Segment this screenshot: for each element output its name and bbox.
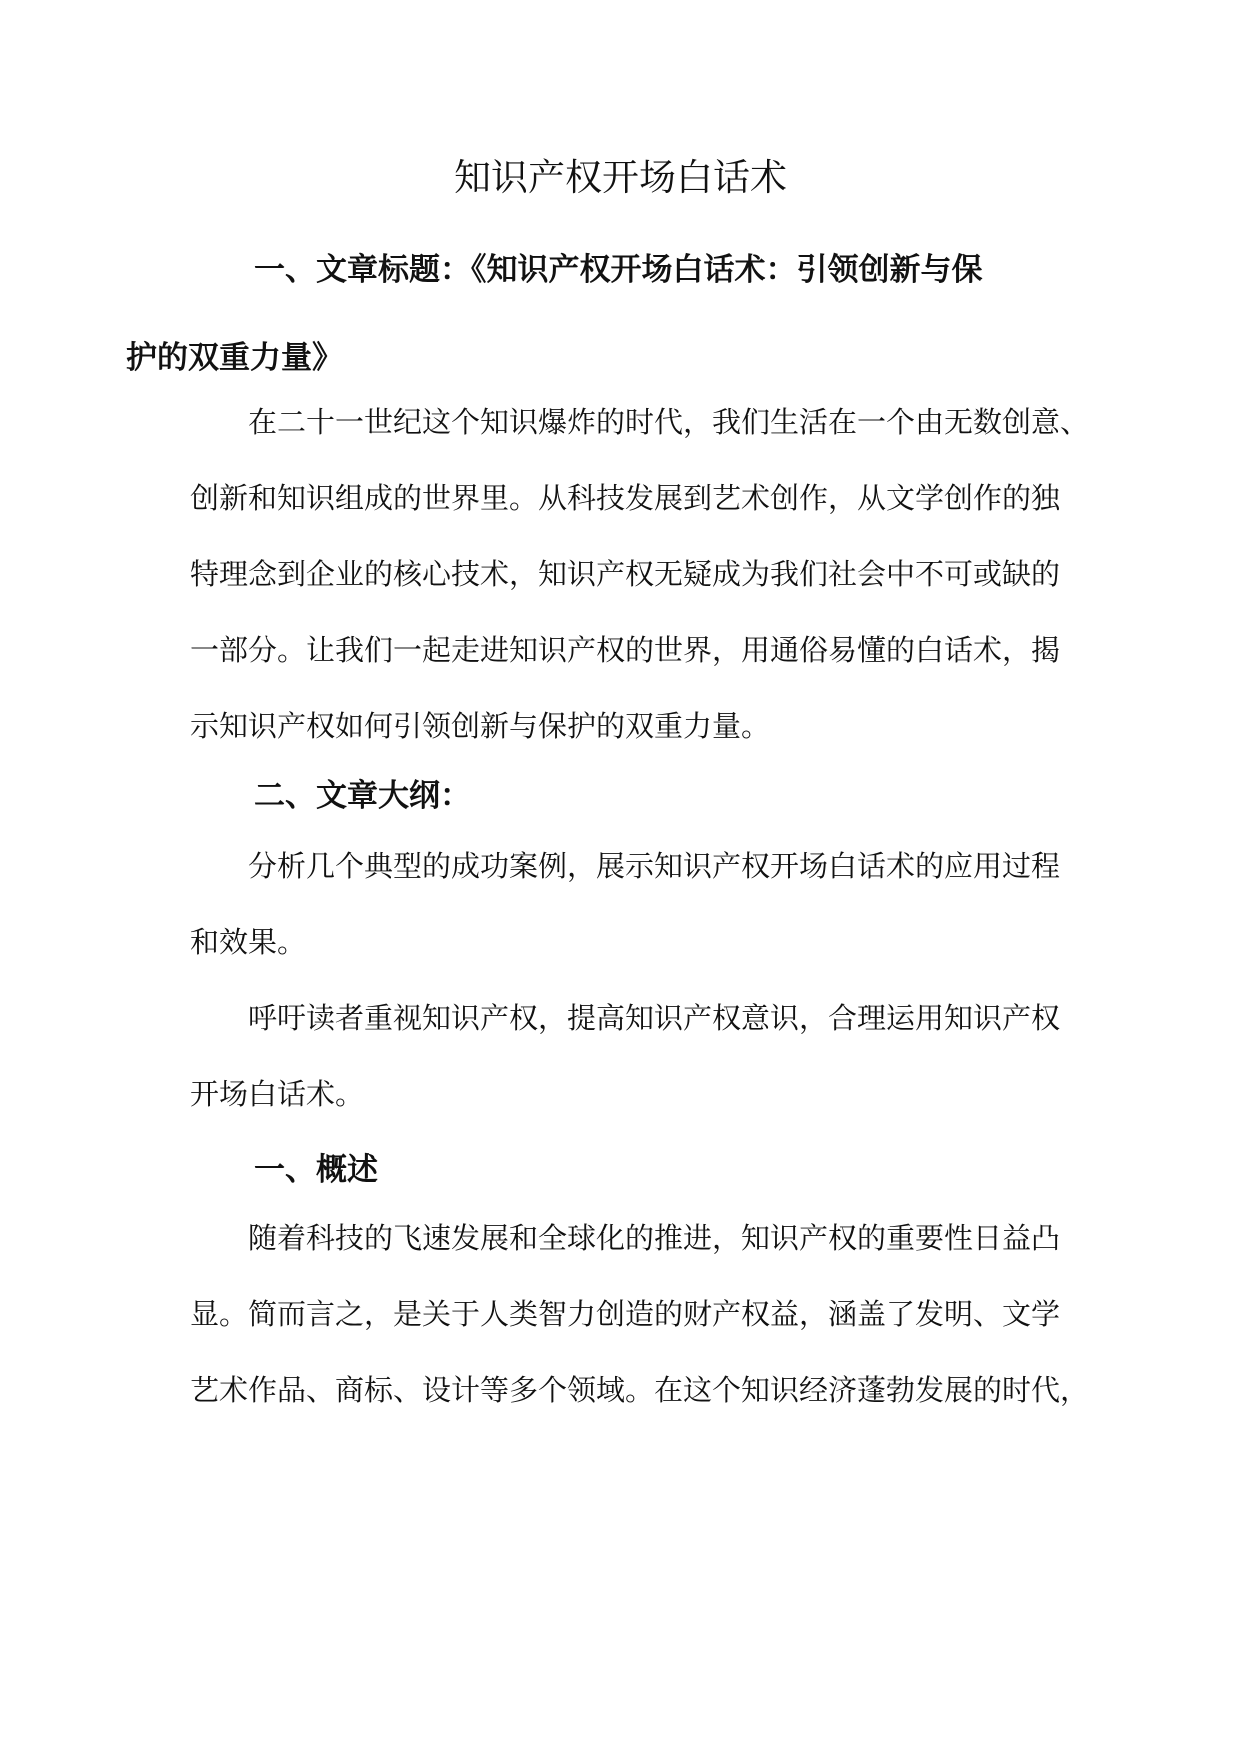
paragraph-line: 和效果。 (190, 925, 307, 959)
paragraph-line: 分析几个典型的成功案例，展示知识产权开场白话术的应用过程 (248, 849, 1061, 883)
paragraph-line: 随着科技的飞速发展和全球化的推进，知识产权的重要性日益凸 (248, 1221, 1061, 1255)
paragraph-line: 开场白话术。 (190, 1077, 365, 1111)
outline-paragraph-2 (190, 980, 1060, 1132)
paragraph-line: 示知识产权如何引领创新与保护的双重力量。 (190, 709, 771, 743)
paragraph-line: 在二十一世纪这个知识爆炸的时代，我们生活在一个由无数创意、 (248, 405, 1090, 439)
intro-paragraph (190, 384, 1090, 764)
paragraph-line: 呼吁读者重视知识产权，提高知识产权意识，合理运用知识产权 (248, 1001, 1061, 1035)
heading-line: 一、文章标题：《知识产权开场白话术：引领创新与保 (254, 252, 983, 288)
paragraph-line: 特理念到企业的核心技术，知识产权无疑成为我们社会中不可或缺的 (190, 557, 1061, 591)
paragraph-line: 艺术作品、商标、设计等多个领域。在这个知识经济蓬勃发展的时代， (190, 1373, 1090, 1407)
outline-paragraph-1 (190, 828, 1060, 980)
section-heading-outline: 二、文章大纲： (254, 778, 471, 814)
section-heading-overview: 一、概述 (254, 1152, 378, 1188)
document-title: 知识产权开场白话术 (454, 156, 787, 199)
paragraph-line: 创新和知识组成的世界里。从科技发展到艺术创作，从文学创作的独 (190, 481, 1061, 515)
heading-line: 护的双重力量》 (126, 340, 343, 376)
paragraph-line: 显。简而言之，是关于人类智力创造的财产权益，涵盖了发明、文学 (190, 1297, 1061, 1331)
overview-paragraph (190, 1200, 1090, 1428)
section-heading-article-title (126, 226, 1060, 402)
paragraph-line: 一部分。让我们一起走进知识产权的世界，用通俗易懂的白话术，揭 (190, 633, 1061, 667)
